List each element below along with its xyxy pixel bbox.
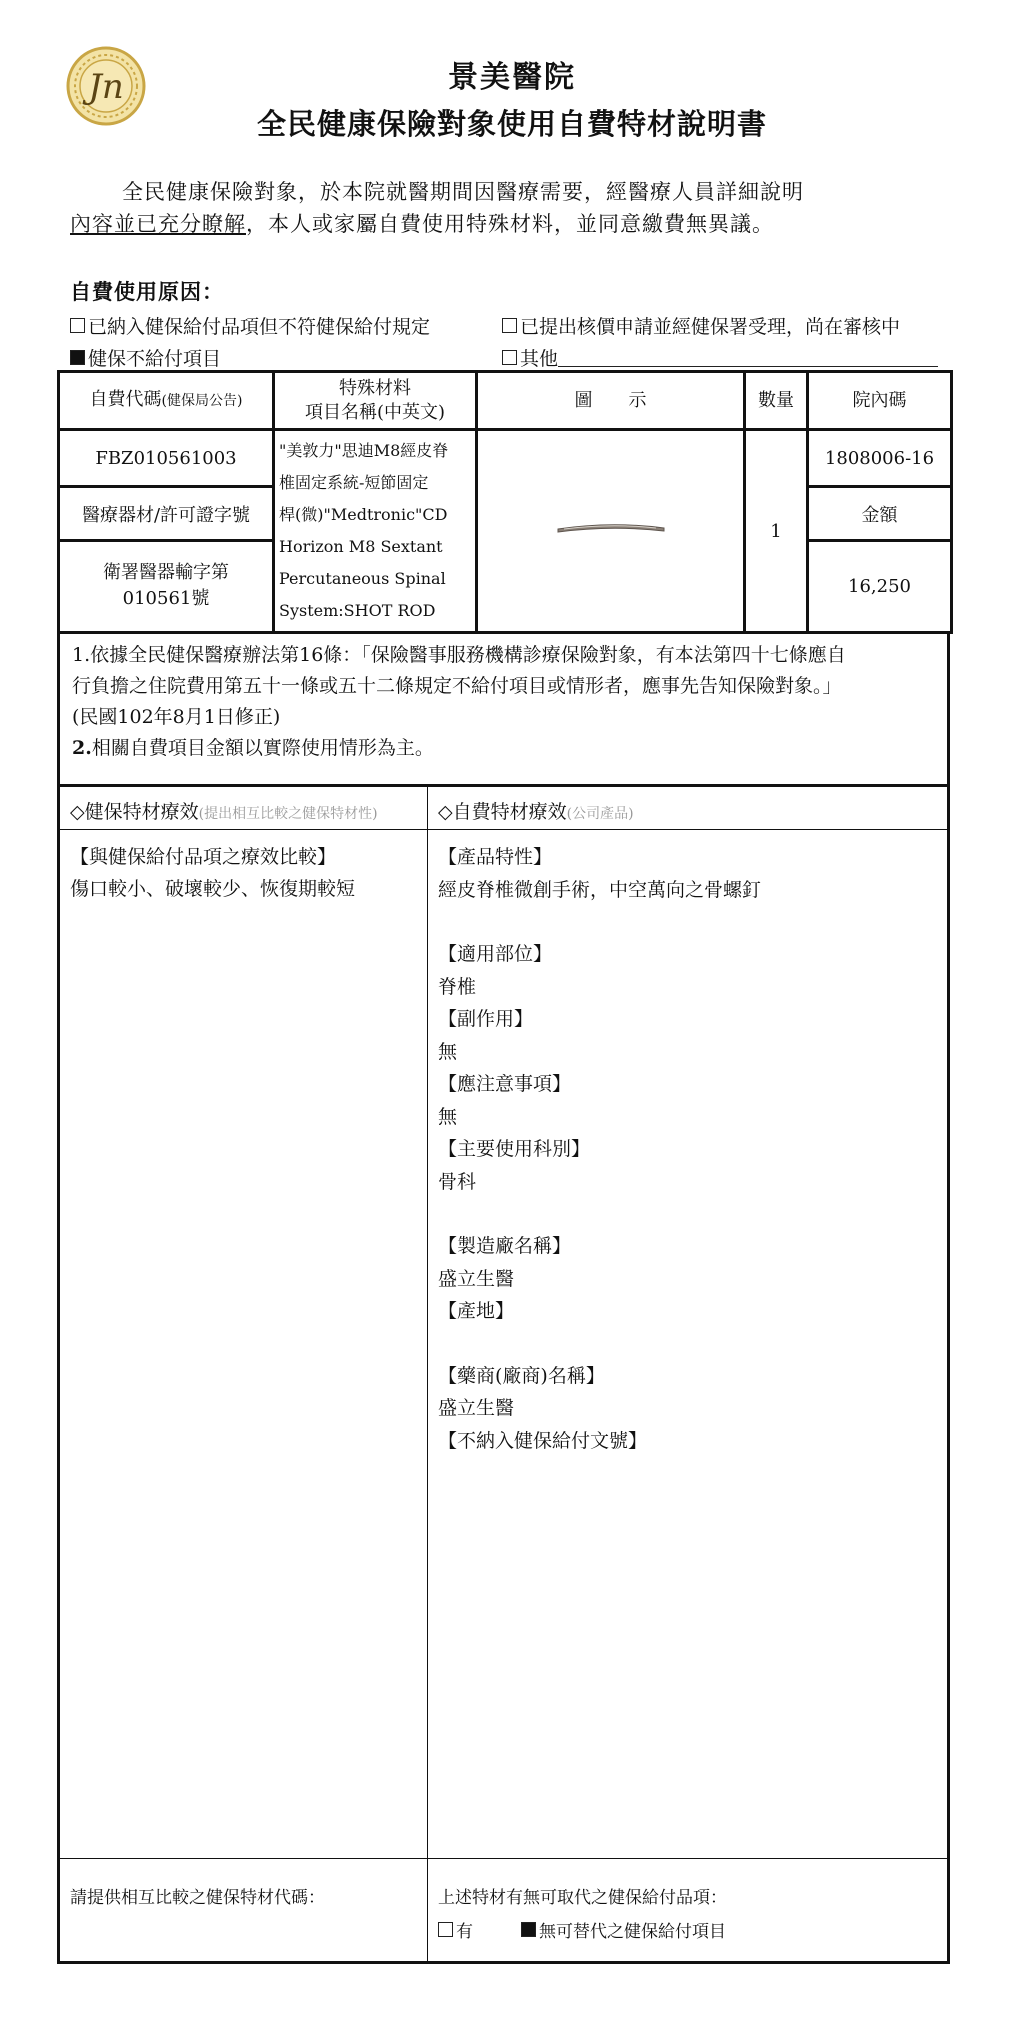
header-qty: 數量 — [745, 372, 808, 430]
license-value — [59, 540, 274, 632]
note-1-line: 行負擔之住院費用第五十一條或五十二條規定不給付項目或情形者，應事先告知保險對象。」 — [72, 675, 842, 697]
license-line-1: 衛署醫器輸字第 — [103, 562, 229, 584]
nhi-material-header — [70, 797, 378, 824]
checkbox-unchecked-icon[interactable] — [438, 1922, 453, 1937]
caution-title: 【應注意事項】 — [438, 1073, 572, 1095]
department-text: 骨科 — [438, 1170, 477, 1193]
note-2-text: 相關自費項目金額以實際使用情形為主。 — [91, 737, 434, 759]
reason-option-3[interactable] — [70, 344, 221, 371]
note-2 — [72, 733, 937, 764]
header-code-note: (健保局公告) — [161, 393, 243, 409]
reason-option-1[interactable] — [70, 312, 430, 339]
amount-value: 16,250 — [808, 540, 952, 632]
intro-line-1: 全民健康保險對象，於本院就醫期間因醫療需要，經醫療人員詳細說明 — [122, 180, 804, 204]
nhi-comparison-body — [70, 841, 420, 905]
substitute-no-label: 無可替代之健保給付項目 — [539, 1922, 726, 1942]
code-value: FBZ010561003 — [59, 430, 274, 487]
feature-title: 【產品特性】 — [438, 846, 553, 868]
hospital-name: 景美醫院 — [448, 60, 576, 95]
item-name-line: Horizon M8 Sextant — [279, 537, 443, 556]
site-title: 【適用部位】 — [438, 943, 553, 965]
selfpay-header-note: (公司產品) — [566, 806, 634, 822]
column-divider — [427, 787, 428, 1961]
selfpay-header-label: ◇自費特材療效 — [438, 801, 567, 823]
item-name-line: 桿(微)"Medtronic"CD — [279, 505, 448, 524]
vendor-text: 盛立生醫 — [438, 1397, 515, 1419]
header-name-line-1: 特殊材料 — [339, 377, 411, 399]
department-title: 【主要使用科別】 — [438, 1138, 591, 1160]
internal-code-value: 1808006-16 — [808, 430, 952, 487]
nhi-code-request: 請提供相互比較之健保特材代碼： — [70, 1888, 325, 1908]
checkbox-checked-icon[interactable] — [521, 1922, 536, 1937]
intro-underlined-text: 內容並已充分瞭解 — [70, 212, 246, 236]
item-image-cell — [477, 430, 745, 633]
manufacturer-title: 【製造廠名稱】 — [438, 1235, 572, 1257]
feature-text: 經皮脊椎微創手術，中空萬向之骨螺釘 — [438, 878, 762, 901]
checkbox-unchecked-icon[interactable] — [502, 318, 517, 333]
checkbox-unchecked-icon[interactable] — [502, 350, 517, 365]
substitute-question: 上述特材有無可取代之健保給付品項： — [438, 1888, 727, 1908]
qty-value: 1 — [745, 430, 808, 633]
site-text: 脊椎 — [438, 975, 477, 998]
side-effect-title: 【副作用】 — [438, 1008, 534, 1030]
header-image: 圖 示 — [477, 372, 745, 430]
reason-option-2[interactable] — [502, 312, 900, 339]
manufacturer-text: 盛立生醫 — [438, 1267, 515, 1290]
intro-line-2 — [70, 208, 960, 240]
substitute-yes-label: 有 — [456, 1922, 473, 1942]
reason-option-4-label: 其他 — [520, 348, 559, 370]
comparison-text: 傷口較小、破壞較少、恢復期較短 — [70, 878, 356, 900]
license-line-2: 010561號 — [122, 588, 210, 610]
header-code-label: 自費代碼 — [89, 389, 162, 410]
intro-line-2-rest: ，本人或家屬自費使用特殊材料，並同意繳費無異議。 — [246, 212, 774, 236]
notes-section — [57, 632, 950, 784]
license-label: 醫療器材/許可證字號 — [59, 487, 274, 540]
item-name-cell — [274, 430, 477, 633]
note-2-number: 2. — [72, 737, 92, 759]
document-title: 全民健康保險對象使用自費特材說明書 — [256, 107, 767, 141]
reason-option-1-label: 已納入健保給付品項但不符健保給付規定 — [88, 316, 431, 338]
intro-paragraph — [70, 176, 960, 240]
other-reason-blank[interactable] — [558, 348, 938, 367]
note-1-line: (民國102年8月1日修正) — [72, 706, 281, 728]
substitute-options — [438, 1917, 726, 1942]
header-internal-code: 院內碼 — [808, 372, 952, 430]
header-code — [59, 372, 274, 430]
reason-title: 自費使用原因： — [70, 279, 224, 304]
header-item-name — [274, 372, 477, 430]
item-name-line: "美敦力"思迪M8經皮脊 — [279, 441, 449, 460]
vendor-title: 【藥商(廠商)名稱】 — [438, 1364, 605, 1387]
reason-option-4[interactable] — [502, 344, 938, 371]
note-1-line: 1.依據全民健保醫療辦法第16條：「保險醫事服務機構診療保險對象，有本法第四十七條應自 — [72, 644, 846, 666]
comparison-title: 【與健保給付品項之療效比較】 — [70, 846, 337, 868]
nhi-header-label: ◇健保特材療效 — [70, 801, 199, 823]
item-name-line: Percutaneous Spinal — [279, 569, 446, 588]
comparison-table — [57, 784, 950, 1964]
spinal-rod-image — [556, 519, 666, 539]
origin-title: 【產地】 — [438, 1300, 515, 1322]
reason-option-3-label: 健保不給付項目 — [88, 348, 222, 370]
non-coverage-doc-title: 【不納入健保給付文號】 — [438, 1429, 648, 1452]
amount-label: 金額 — [808, 487, 952, 540]
reason-option-2-label: 已提出核價申請並經健保署受理，尚在審核中 — [520, 316, 901, 338]
header-divider — [60, 829, 947, 830]
item-name-line: 椎固定系統-短節固定 — [279, 473, 429, 492]
caution-text: 無 — [438, 1105, 458, 1128]
nhi-header-note: (提出相互比較之健保特材性) — [198, 806, 378, 822]
header-name-line-2: 項目名稱(中英文) — [304, 401, 446, 423]
selfpay-material-header — [438, 797, 634, 824]
checkbox-checked-icon[interactable] — [70, 350, 85, 365]
svg-text:Jn: Jn — [88, 67, 124, 107]
side-effect-text: 無 — [438, 1040, 458, 1063]
footer-divider — [60, 1858, 947, 1859]
product-description — [438, 841, 938, 1457]
item-name-line: System:SHOT ROD — [279, 601, 436, 620]
item-table — [57, 370, 953, 634]
checkbox-unchecked-icon[interactable] — [70, 318, 85, 333]
